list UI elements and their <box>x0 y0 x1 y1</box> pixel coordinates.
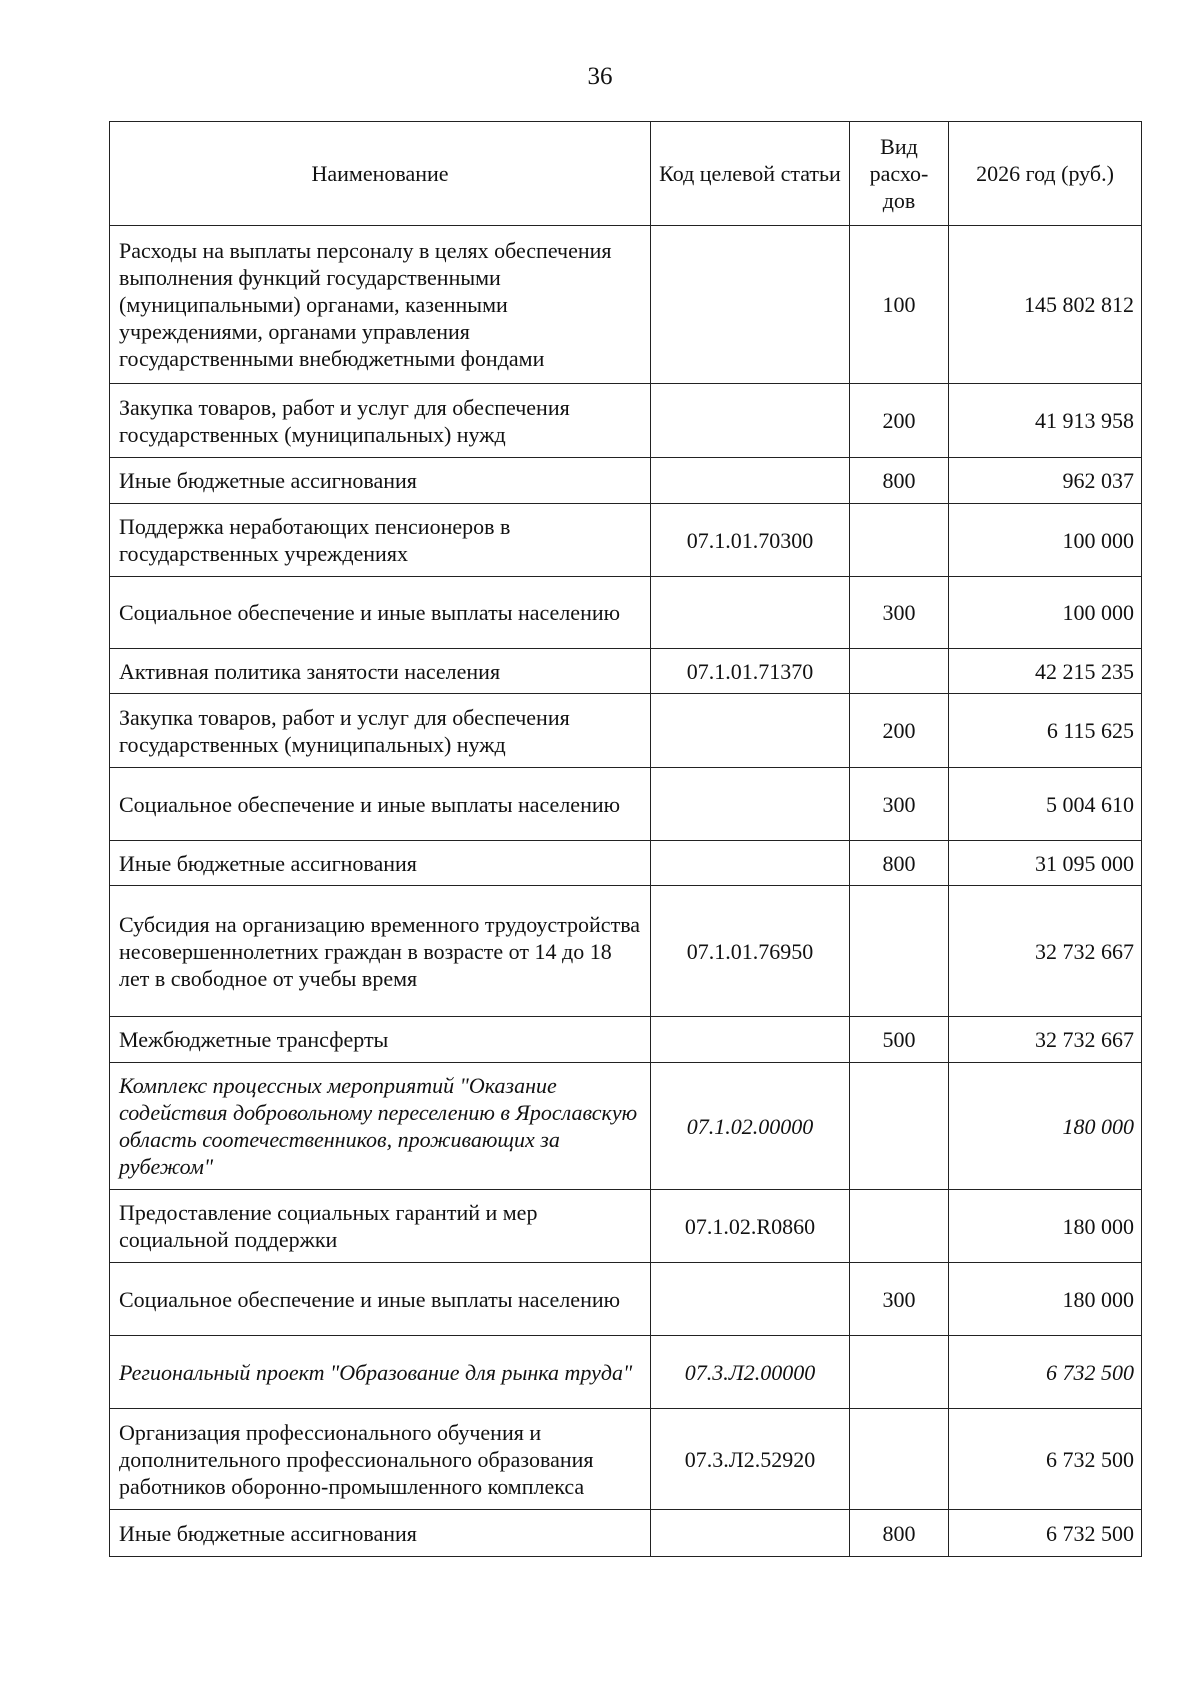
cell-name: Поддержка неработающих пенсионеров в государственных учреждениях <box>110 504 651 577</box>
cell-amount: 42 215 235 <box>949 649 1142 694</box>
table-row <box>110 1336 1142 1409</box>
cell-name: Иные бюджетные ассигнования <box>110 841 651 886</box>
cell-expense-type: 100 <box>850 226 949 384</box>
cell-code <box>651 1017 850 1063</box>
cell-code: 07.1.02.R0860 <box>651 1190 850 1263</box>
cell-code: 07.3.Л2.00000 <box>651 1336 850 1409</box>
cell-code <box>651 841 850 886</box>
cell-expense-type: 200 <box>850 694 949 768</box>
cell-code: 07.3.Л2.52920 <box>651 1409 850 1510</box>
table-row <box>110 886 1142 1017</box>
cell-code <box>651 1263 850 1336</box>
header-type: Вид расхо-дов <box>850 122 949 226</box>
cell-name: Иные бюджетные ассигнования <box>110 458 651 504</box>
cell-expense-type <box>850 1336 949 1409</box>
cell-expense-type: 300 <box>850 768 949 841</box>
cell-name: Предоставление социальных гарантий и мер социальной поддержки <box>110 1190 651 1263</box>
cell-code <box>651 458 850 504</box>
cell-amount: 100 000 <box>949 504 1142 577</box>
cell-expense-type <box>850 886 949 1017</box>
cell-code <box>651 694 850 768</box>
cell-expense-type: 300 <box>850 577 949 649</box>
cell-code <box>651 384 850 458</box>
table-row <box>110 1510 1142 1557</box>
budget-table <box>109 121 1142 1557</box>
cell-code <box>651 577 850 649</box>
cell-expense-type <box>850 504 949 577</box>
cell-name: Иные бюджетные ассигнования <box>110 1510 651 1557</box>
cell-name: Активная политика занятости населения <box>110 649 651 694</box>
cell-name: Закупка товаров, работ и услуг для обеспечения государственных (муниципальных) нужд <box>110 694 651 768</box>
cell-expense-type <box>850 1409 949 1510</box>
table-row <box>110 768 1142 841</box>
table-row <box>110 649 1142 694</box>
table-row <box>110 1409 1142 1510</box>
cell-name: Расходы на выплаты персоналу в целях обеспечения выполнения функций государственными (муниципальными) органами, казенными учреждениями, органами управления государственными внебюджетными фондами <box>110 226 651 384</box>
cell-code <box>651 1510 850 1557</box>
cell-amount: 6 732 500 <box>949 1336 1142 1409</box>
table-row <box>110 226 1142 384</box>
cell-code: 07.1.01.71370 <box>651 649 850 694</box>
table-row <box>110 1263 1142 1336</box>
cell-code: 07.1.02.00000 <box>651 1063 850 1190</box>
cell-amount: 100 000 <box>949 577 1142 649</box>
cell-amount: 5 004 610 <box>949 768 1142 841</box>
cell-amount: 6 732 500 <box>949 1510 1142 1557</box>
cell-amount: 6 732 500 <box>949 1409 1142 1510</box>
table-body <box>110 226 1142 1557</box>
cell-expense-type: 800 <box>850 1510 949 1557</box>
table-row <box>110 384 1142 458</box>
cell-amount: 180 000 <box>949 1263 1142 1336</box>
cell-expense-type <box>850 649 949 694</box>
cell-name: Закупка товаров, работ и услуг для обеспечения государственных (муниципальных) нужд <box>110 384 651 458</box>
cell-name: Комплекс процессных мероприятий "Оказание содействия добровольному переселению в Ярославскую область соотечественников, проживающих за рубежом" <box>110 1063 651 1190</box>
cell-amount: 6 115 625 <box>949 694 1142 768</box>
cell-amount: 31 095 000 <box>949 841 1142 886</box>
table-row <box>110 458 1142 504</box>
cell-name: Региональный проект "Образование для рынка труда" <box>110 1336 651 1409</box>
cell-name: Социальное обеспечение и иные выплаты населению <box>110 577 651 649</box>
cell-expense-type <box>850 1063 949 1190</box>
cell-expense-type: 200 <box>850 384 949 458</box>
cell-expense-type: 800 <box>850 458 949 504</box>
header-code: Код целевой статьи <box>651 122 850 226</box>
cell-amount: 32 732 667 <box>949 886 1142 1017</box>
cell-name: Субсидия на организацию временного трудоустройства несовершеннолетних граждан в возрасте от 14 до 18 лет в свободное от учебы время <box>110 886 651 1017</box>
cell-amount: 32 732 667 <box>949 1017 1142 1063</box>
header-name: Наименование <box>110 122 651 226</box>
cell-name: Социальное обеспечение и иные выплаты населению <box>110 768 651 841</box>
table-row <box>110 577 1142 649</box>
cell-amount: 962 037 <box>949 458 1142 504</box>
cell-amount: 41 913 958 <box>949 384 1142 458</box>
cell-amount: 180 000 <box>949 1063 1142 1190</box>
cell-expense-type: 800 <box>850 841 949 886</box>
cell-name: Организация профессионального обучения и дополнительного профессионального образования работников оборонно-промышленного комплекса <box>110 1409 651 1510</box>
cell-code: 07.1.01.76950 <box>651 886 850 1017</box>
cell-code <box>651 226 850 384</box>
page-number: 36 <box>587 63 613 90</box>
cell-amount: 145 802 812 <box>949 226 1142 384</box>
cell-name: Социальное обеспечение и иные выплаты населению <box>110 1263 651 1336</box>
cell-expense-type: 500 <box>850 1017 949 1063</box>
cell-code <box>651 768 850 841</box>
table-row <box>110 1190 1142 1263</box>
table-row <box>110 504 1142 577</box>
cell-name: Межбюджетные трансферты <box>110 1017 651 1063</box>
cell-code: 07.1.01.70300 <box>651 504 850 577</box>
cell-amount: 180 000 <box>949 1190 1142 1263</box>
table-header-row <box>110 122 1142 226</box>
header-amount: 2026 год (руб.) <box>949 122 1142 226</box>
table-row <box>110 694 1142 768</box>
table-row <box>110 841 1142 886</box>
cell-expense-type <box>850 1190 949 1263</box>
table-row <box>110 1063 1142 1190</box>
cell-expense-type: 300 <box>850 1263 949 1336</box>
table-row <box>110 1017 1142 1063</box>
